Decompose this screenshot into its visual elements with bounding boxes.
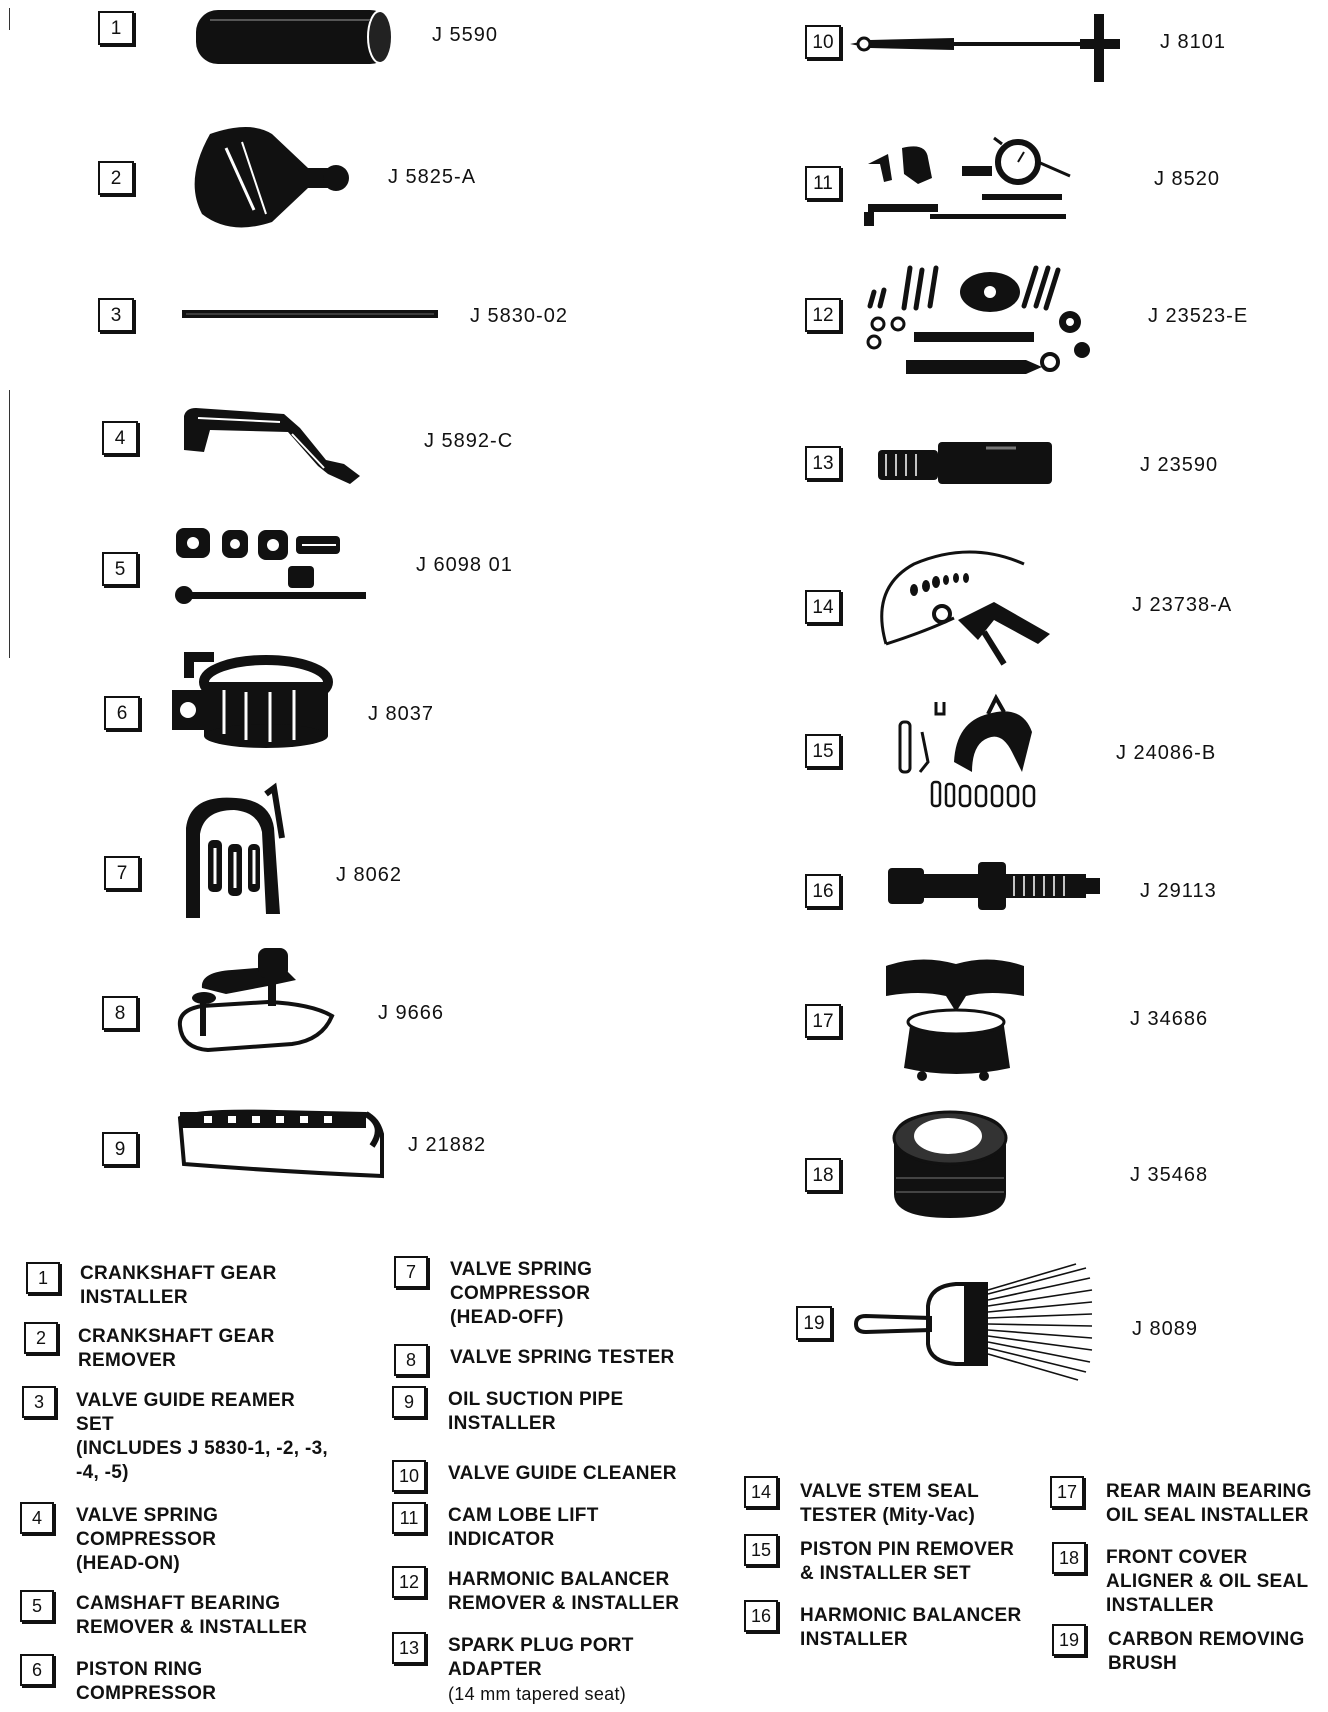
tool-number-box: 10 bbox=[805, 25, 841, 59]
harmonic-balancer-installer-drawing bbox=[884, 856, 1104, 916]
legend-item-name: SPARK PLUG PORT ADAPTER bbox=[448, 1635, 634, 1680]
scan-edge-mark bbox=[9, 8, 10, 30]
tool-number-box: 6 bbox=[104, 696, 140, 730]
legend-item-note: (14 mm tapered seat) bbox=[448, 1684, 627, 1704]
tool-part-number: J 23738-A bbox=[1132, 594, 1233, 616]
tool-part-number: J 35468 bbox=[1130, 1164, 1209, 1186]
legend-item-label: PISTON RING COMPRESSOR bbox=[76, 1659, 217, 1704]
legend-item-label: OIL SUCTION PIPE INSTALLER bbox=[448, 1389, 624, 1434]
valve-spring-tester-drawing bbox=[172, 940, 342, 1058]
tool-part-number: J 5892-C bbox=[424, 430, 514, 452]
legend-item-label: CRANKSHAFT GEAR REMOVER bbox=[78, 1326, 275, 1371]
legend-number-box: 16 bbox=[744, 1600, 778, 1632]
legend-item-label: FRONT COVER ALIGNER & OIL SEAL INSTALLER bbox=[1106, 1547, 1309, 1616]
valve-guide-cleaner-drawing bbox=[844, 14, 1124, 84]
tool-part-number: J 5590 bbox=[432, 24, 499, 46]
legend-item-label: VALVE GUIDE REAMER SET (INCLUDES J 5830-1, -2, -3, -4, -5) bbox=[76, 1390, 329, 1483]
tool-number-box: 18 bbox=[805, 1158, 841, 1192]
tool-number-box: 14 bbox=[805, 590, 841, 624]
legend-item-label: CAMSHAFT BEARING REMOVER & INSTALLER bbox=[76, 1593, 308, 1638]
legend-item-label: CARBON REMOVING BRUSH bbox=[1108, 1629, 1305, 1674]
tool-number-box: 16 bbox=[805, 874, 841, 908]
front-cover-aligner-oil-seal-installer-drawing bbox=[890, 1098, 1010, 1222]
piston-pin-remover-installer-set-drawing bbox=[892, 692, 1042, 812]
legend-item-label: VALVE GUIDE CLEANER bbox=[448, 1463, 677, 1484]
tool-part-number: J 5830-02 bbox=[470, 305, 568, 327]
tool-part-number: J 23523-E bbox=[1148, 305, 1249, 327]
tool-part-number: J 23590 bbox=[1140, 454, 1219, 476]
tool-number-box: 19 bbox=[796, 1306, 832, 1340]
legend-item-label: VALVE SPRING COMPRESSOR (HEAD-ON) bbox=[76, 1505, 219, 1574]
scan-edge-mark bbox=[9, 390, 10, 658]
legend-item-label bbox=[448, 1634, 634, 1707]
camshaft-bearing-remover-drawing bbox=[172, 522, 372, 612]
legend-number-box: 8 bbox=[394, 1344, 428, 1376]
tool-part-number: J 8101 bbox=[1160, 31, 1227, 53]
tool-part-number: J 5825-A bbox=[388, 166, 477, 188]
valve-spring-compressor-head-off-drawing bbox=[170, 788, 310, 926]
tool-part-number: J 29113 bbox=[1140, 880, 1217, 902]
tool-number-box: 13 bbox=[805, 446, 841, 480]
cam-lobe-lift-indicator-drawing bbox=[862, 134, 1072, 234]
legend-number-box: 2 bbox=[24, 1322, 58, 1354]
crankshaft-gear-installer-drawing bbox=[190, 6, 400, 68]
tool-number-box: 1 bbox=[98, 11, 134, 45]
tool-number-box: 15 bbox=[805, 734, 841, 768]
tool-part-number: J 9666 bbox=[378, 1002, 445, 1024]
legend-number-box: 11 bbox=[392, 1502, 426, 1534]
carbon-removing-brush-drawing bbox=[846, 1264, 1096, 1384]
tool-part-number: J 8520 bbox=[1154, 168, 1221, 190]
tool-number-box: 2 bbox=[98, 161, 134, 195]
tool-part-number: J 24086-B bbox=[1116, 742, 1217, 764]
legend-number-box: 19 bbox=[1052, 1624, 1086, 1656]
valve-spring-compressor-head-on-drawing bbox=[176, 404, 376, 490]
tool-number-box: 11 bbox=[805, 166, 841, 200]
tool-number-box: 9 bbox=[102, 1132, 138, 1166]
harmonic-balancer-remover-installer-drawing bbox=[860, 262, 1100, 384]
legend-item-label: HARMONIC BALANCER REMOVER & INSTALLER bbox=[448, 1569, 680, 1614]
piston-ring-compressor-drawing bbox=[170, 648, 340, 750]
legend-number-box: 15 bbox=[744, 1534, 778, 1566]
legend-item-label: REAR MAIN BEARING OIL SEAL INSTALLER bbox=[1106, 1481, 1312, 1526]
crankshaft-gear-remover-drawing bbox=[190, 124, 350, 232]
tool-part-number: J 6098 01 bbox=[416, 554, 513, 576]
tool-part-number: J 8037 bbox=[368, 703, 435, 725]
rear-main-bearing-oil-seal-installer-drawing bbox=[880, 956, 1030, 1086]
legend-number-box: 6 bbox=[20, 1654, 54, 1686]
legend-number-box: 10 bbox=[392, 1460, 426, 1492]
tool-part-number: J 34686 bbox=[1130, 1008, 1209, 1030]
tool-number-box: 7 bbox=[104, 856, 140, 890]
legend-item-label: VALVE STEM SEAL TESTER (Mity-Vac) bbox=[800, 1481, 980, 1526]
legend-item-label: PISTON PIN REMOVER & INSTALLER SET bbox=[800, 1539, 1015, 1584]
tool-number-box: 17 bbox=[805, 1004, 841, 1038]
tool-part-number: J 8089 bbox=[1132, 1318, 1199, 1340]
legend-number-box: 4 bbox=[20, 1502, 54, 1534]
tool-part-number: J 8062 bbox=[336, 864, 403, 886]
legend-number-box: 7 bbox=[394, 1256, 428, 1288]
legend-number-box: 5 bbox=[20, 1590, 54, 1622]
tool-number-box: 4 bbox=[102, 421, 138, 455]
legend-number-box: 3 bbox=[22, 1386, 56, 1418]
valve-guide-reamer-drawing bbox=[182, 306, 442, 322]
legend-number-box: 1 bbox=[26, 1262, 60, 1294]
legend-item-label: HARMONIC BALANCER INSTALLER bbox=[800, 1605, 1022, 1650]
legend-number-box: 12 bbox=[392, 1566, 426, 1598]
legend-item-label: CRANKSHAFT GEAR INSTALLER bbox=[80, 1263, 277, 1308]
tool-number-box: 3 bbox=[98, 298, 134, 332]
tool-part-number: J 21882 bbox=[408, 1134, 487, 1156]
tool-number-box: 8 bbox=[102, 996, 138, 1030]
tool-number-box: 5 bbox=[102, 552, 138, 586]
legend-number-box: 9 bbox=[392, 1386, 426, 1418]
legend-item-label: CAM LOBE LIFT INDICATOR bbox=[448, 1505, 599, 1550]
spark-plug-port-adapter-drawing bbox=[876, 436, 1056, 492]
tool-number-box: 12 bbox=[805, 298, 841, 332]
oil-suction-pipe-installer-drawing bbox=[176, 1104, 396, 1184]
legend-number-box: 14 bbox=[744, 1476, 778, 1508]
legend-item-label: VALVE SPRING TESTER bbox=[450, 1347, 675, 1368]
valve-stem-seal-tester-drawing bbox=[874, 548, 1074, 668]
legend-item-label: VALVE SPRING COMPRESSOR (HEAD-OFF) bbox=[450, 1259, 593, 1328]
legend-number-box: 13 bbox=[392, 1632, 426, 1664]
legend-number-box: 18 bbox=[1052, 1542, 1086, 1574]
legend-number-box: 17 bbox=[1050, 1476, 1084, 1508]
